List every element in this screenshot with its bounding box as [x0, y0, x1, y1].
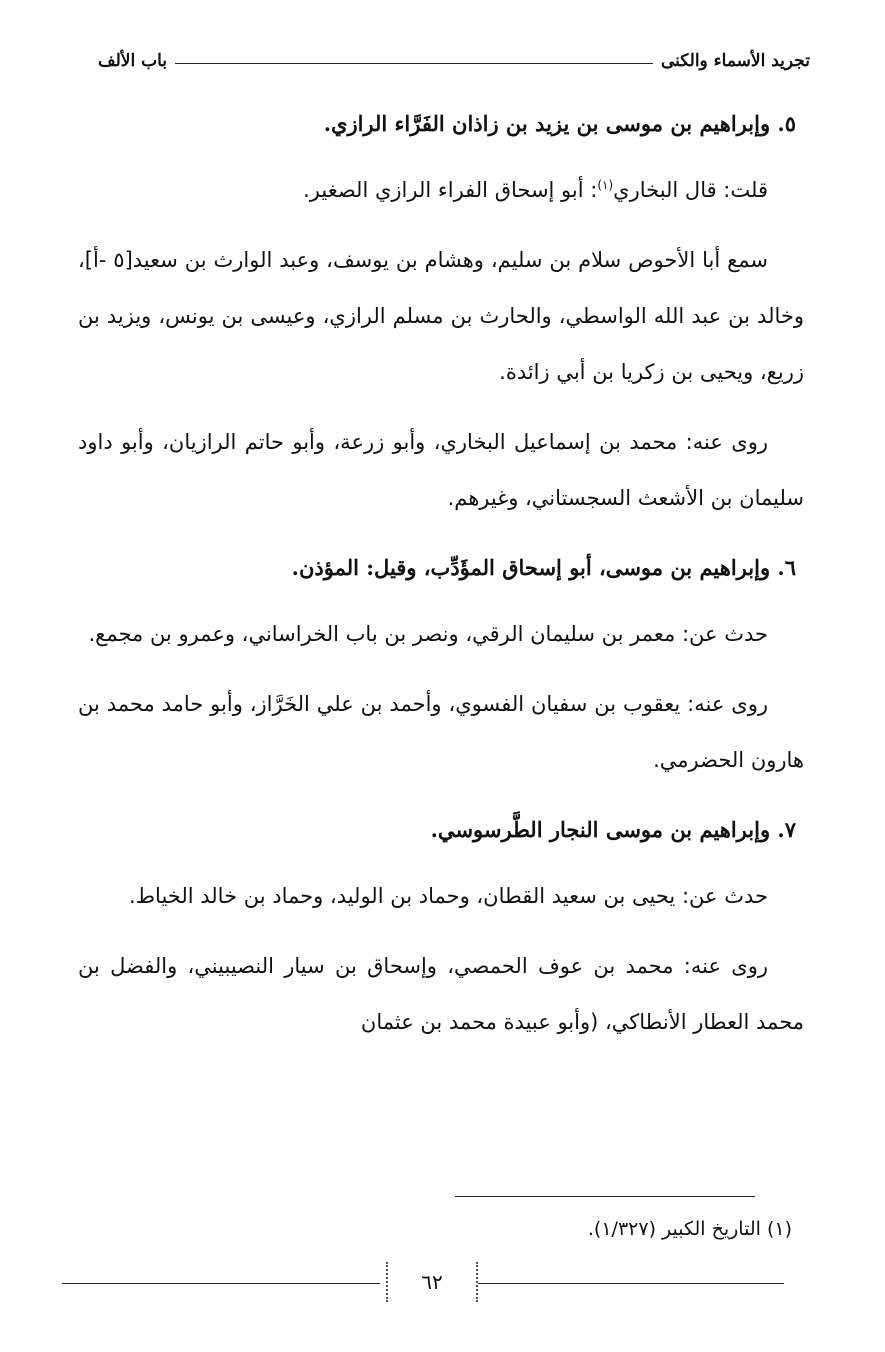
entry-6-narrated-from: حدث عن: معمر بن سليمان الرقي، ونصر بن باب الخراساني، وعمرو بن مجمع. [88, 622, 768, 646]
page-body [78, 96, 804, 1064]
page-number: ٦٢ [386, 1262, 478, 1302]
running-header [98, 46, 810, 76]
entry-7-narrated-from: حدث عن: يحيى بن سعيد القطان، وحماد بن الوليد، وحماد بن خالد الخياط. [128, 884, 768, 908]
entry-6-title: ٦. وإبراهيم بن موسى، أبو إسحاق المؤَدِّب، وقيل: المؤذن. [291, 555, 796, 580]
note-text: قلت: قال البخاري [613, 178, 768, 202]
entry-7-narrated-by: روى عنه: محمد بن عوف الحمصي، وإسحاق بن سيار النصيبيني، والفضل بن محمد العطار الأنطاكي، (وأبو عبيدة محمد بن عثمان [78, 954, 804, 1034]
entry-5-title: ٥. وإبراهيم بن موسى بن يزيد بن زاذان الفَرَّاء الرازي. [323, 111, 796, 136]
note-text-rest: : أبو إسحاق الفراء الرازي الصغير. [303, 178, 598, 202]
footer-rule-right [478, 1283, 784, 1284]
section-title: باب الألف [98, 51, 168, 71]
footnote-separator [455, 1196, 755, 1197]
entry-7-title: ٧. وإبراهيم بن موسى النجار الطَّرسوسي. [430, 817, 796, 842]
footnote-ref[interactable]: (١) [597, 178, 614, 192]
book-title: تجريد الأسماء والكنى [660, 51, 810, 71]
footer-rule-left [62, 1283, 380, 1284]
entry-5-narrated-by: روى عنه: محمد بن إسماعيل البخاري، وأبو زرعة، وأبو حاتم الرازيان، وأبو داود سليمان بن الأشعث السجستاني، وغيرهم. [78, 430, 804, 510]
entry-5-note [78, 162, 804, 218]
entry-6-narrated-by: روى عنه: يعقوب بن سفيان الفسوي، وأحمد بن علي الخَرَّاز، وأبو حامد محمد بن هارون الحضرمي. [78, 692, 804, 772]
footnote: (١) التاريخ الكبير (١/٣٢٧). [587, 1218, 792, 1240]
header-rule [175, 63, 653, 64]
entry-5-heard-from: سمع أبا الأحوص سلام بن سليم، وهشام بن يوسف، وعبد الوارث بن سعيد[٥ -أ]، وخالد بن عبد الله الواسطي، والحارث بن مسلم الرازي، وعيسى بن يونس، ويزيد بن زريع، ويحيى بن زكريا بن أبي زائدة. [78, 248, 804, 384]
